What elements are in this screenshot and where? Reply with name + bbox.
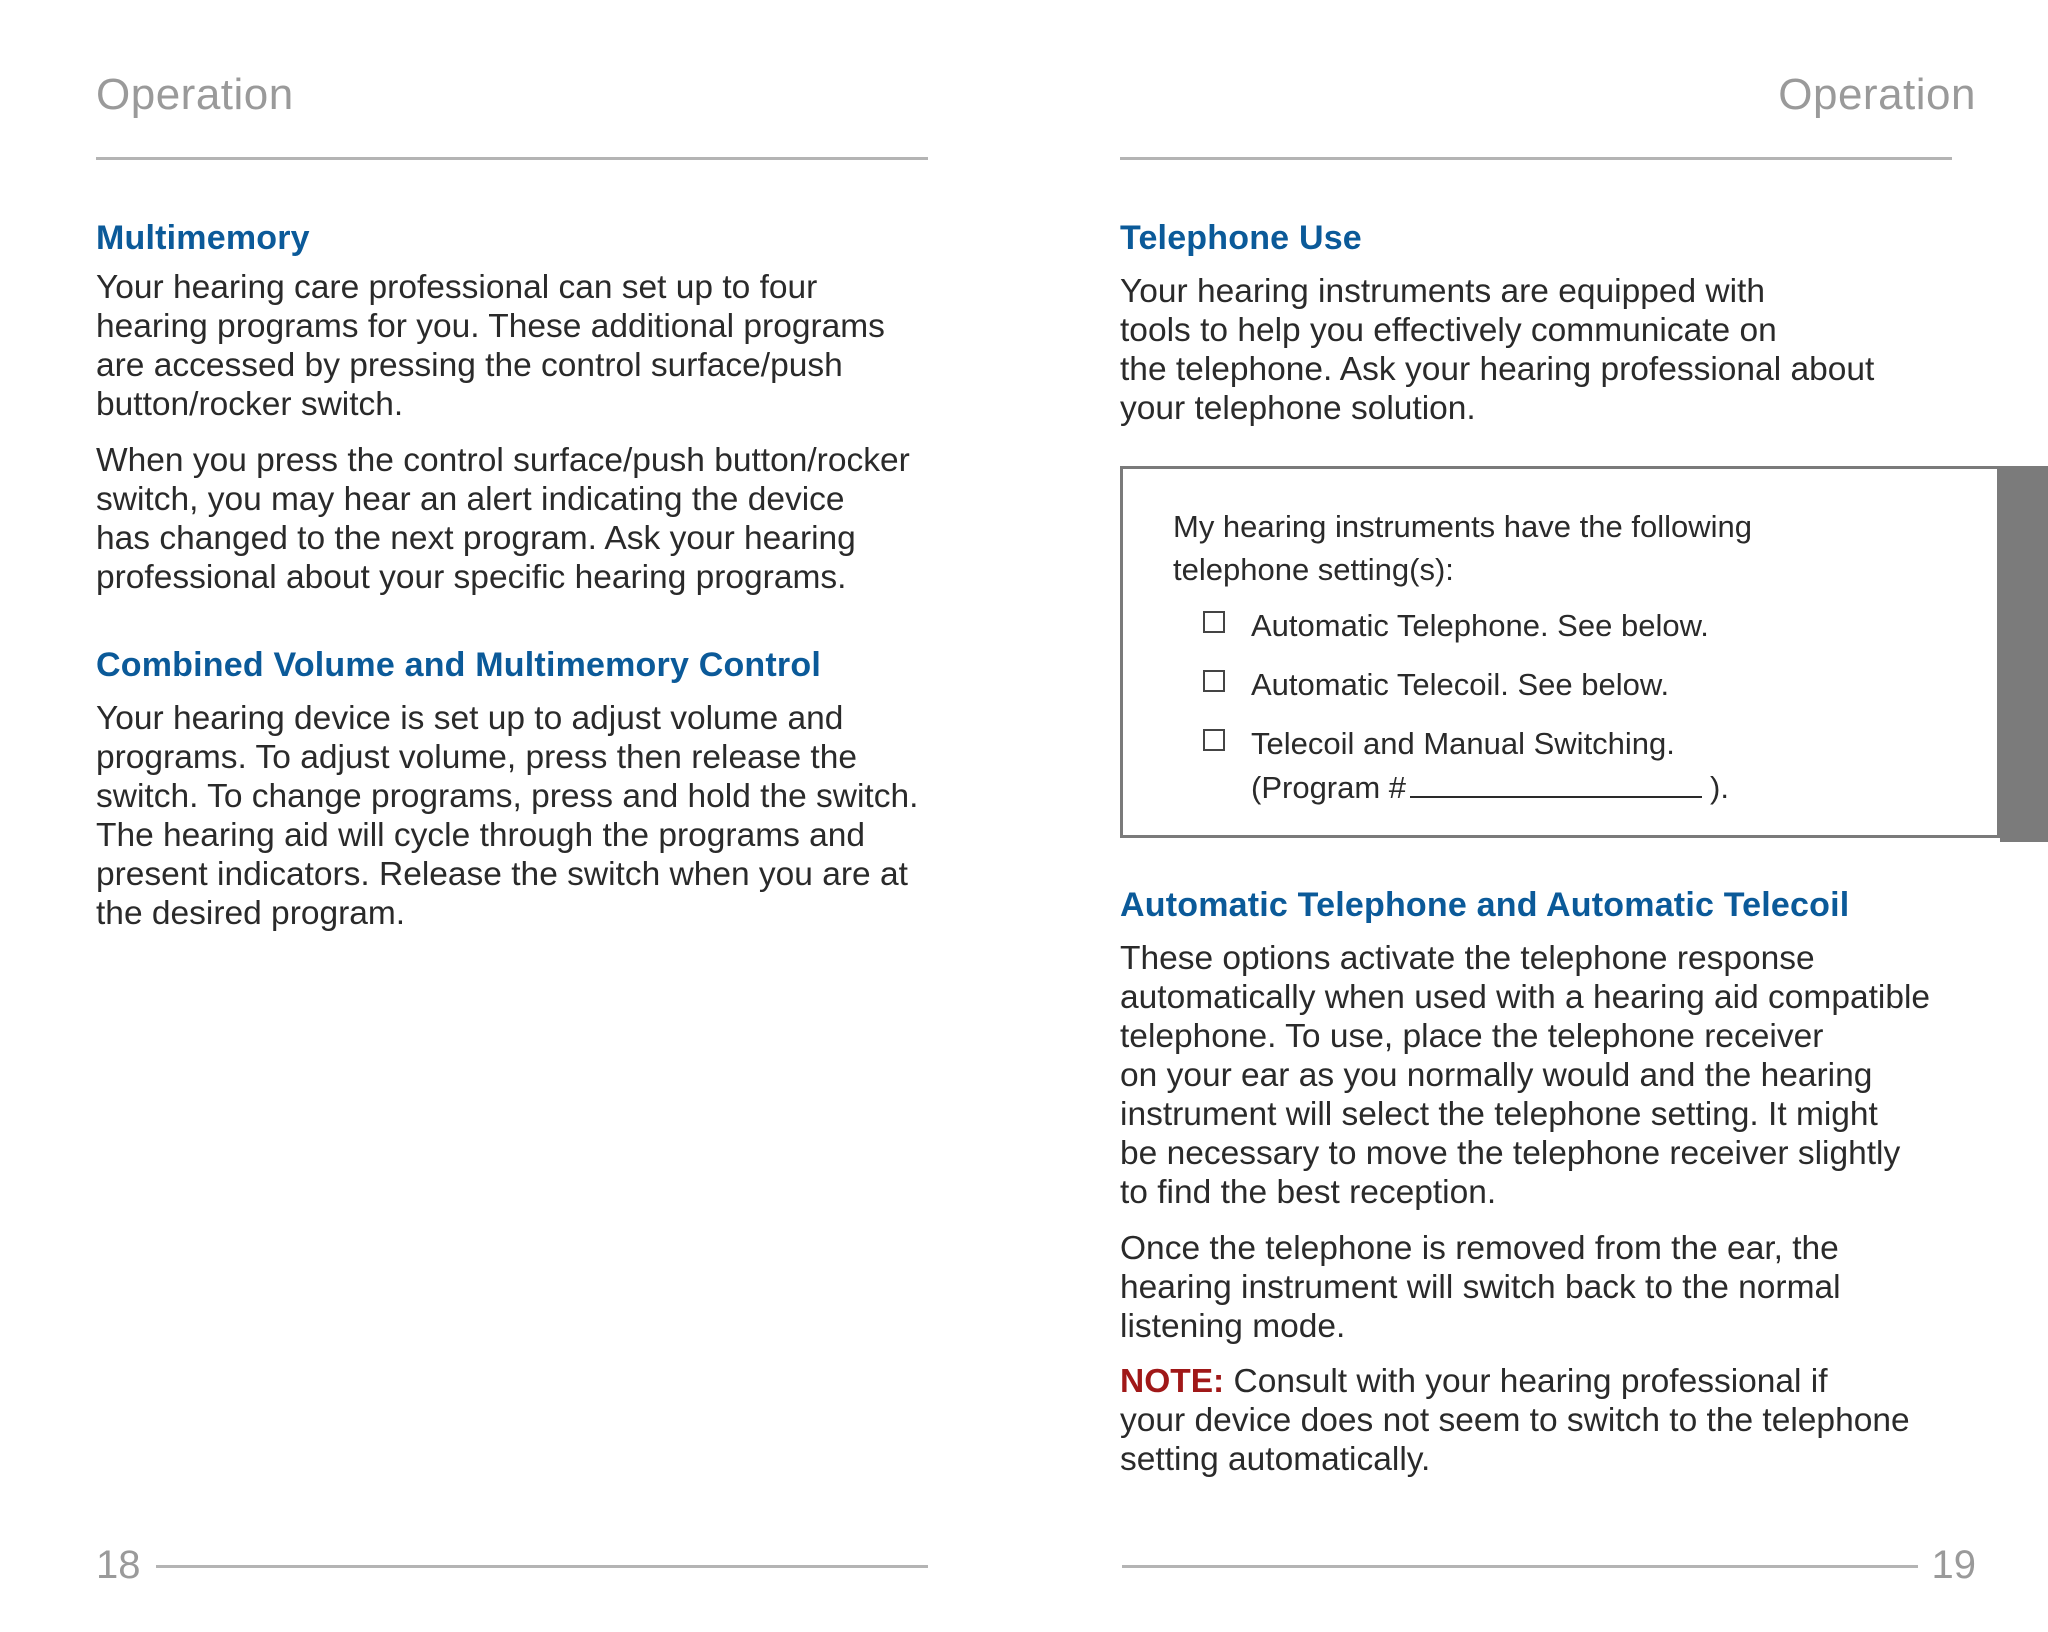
side-tab (2000, 466, 2048, 842)
automatic-paragraph-2: Once the telephone is removed from the ear, the hearing instrument will switch back to the normal listening mode. (1120, 1230, 1841, 1345)
option-label: Telecoil and Manual Switching. (1251, 726, 1675, 761)
program-number-blank[interactable] (1410, 795, 1702, 798)
section-title-multimemory: Multimemory (96, 219, 310, 257)
note-paragraph: NOTE: Consult with your hearing professional if your device does not seem to switch to the telephone setting automatically. (1120, 1363, 1910, 1478)
section-title-combined-volume: Combined Volume and Multimemory Control (96, 646, 821, 684)
running-head-left: Operation (96, 70, 294, 119)
telephone-use-paragraph: Your hearing instruments are equipped with tools to help you effectively communicate on the telephone. Ask your hearing professional about your telephone solution. (1120, 273, 1875, 427)
right-page (1024, 0, 2048, 1632)
footer-rule-left (156, 1565, 928, 1568)
combined-volume-paragraph: Your hearing device is set up to adjust volume and programs. To adjust volume, press then release the switch. To change programs, press and hold the switch. The hearing aid will cycle through the programs and present indicators. Release the switch when you are at the desired program. (96, 700, 919, 932)
telephone-settings-box (1120, 466, 2000, 838)
program-suffix: ). (1710, 770, 1729, 805)
settings-box-intro: My hearing instruments have the following telephone setting(s): (1173, 509, 1752, 587)
header-rule-right (1120, 157, 1952, 160)
section-title-telephone-use: Telephone Use (1120, 219, 1362, 257)
multimemory-paragraph-2: When you press the control surface/push button/rocker switch, you may hear an alert indicating the device has changed to the next program. Ask your hearing professional about your specific hearing programs. (96, 442, 910, 596)
page-number-left: 18 (96, 1543, 141, 1587)
checkbox-automatic-telephone[interactable] (1203, 611, 1225, 633)
section-title-automatic-telephone: Automatic Telephone and Automatic Telecoil (1120, 886, 1850, 924)
automatic-paragraph-1: These options activate the telephone response automatically when used with a hearing aid compatible telephone. To use, place the telephone receiver on your ear as you normally would and the hearing instrument will select the telephone setting. It might be necessary to move the telephone receiver slightly to find the best reception. (1120, 940, 1931, 1211)
page-number-right: 19 (1931, 1543, 1976, 1587)
footer-rule-right (1122, 1565, 1918, 1568)
header-rule-left (96, 157, 928, 160)
checkbox-telecoil-manual[interactable] (1203, 729, 1225, 751)
program-prefix: (Program # (1251, 770, 1407, 805)
note-label: NOTE: (1120, 1363, 1225, 1400)
checkbox-automatic-telecoil[interactable] (1203, 670, 1225, 692)
multimemory-paragraph-1: Your hearing care professional can set up to four hearing programs for you. These additional programs are accessed by pressing the control surface/push button/rocker switch. (96, 269, 885, 423)
running-head-right: Operation (1778, 70, 1976, 119)
option-label: Automatic Telephone. See below. (1251, 608, 1709, 643)
option-label: Automatic Telecoil. See below. (1251, 667, 1670, 702)
